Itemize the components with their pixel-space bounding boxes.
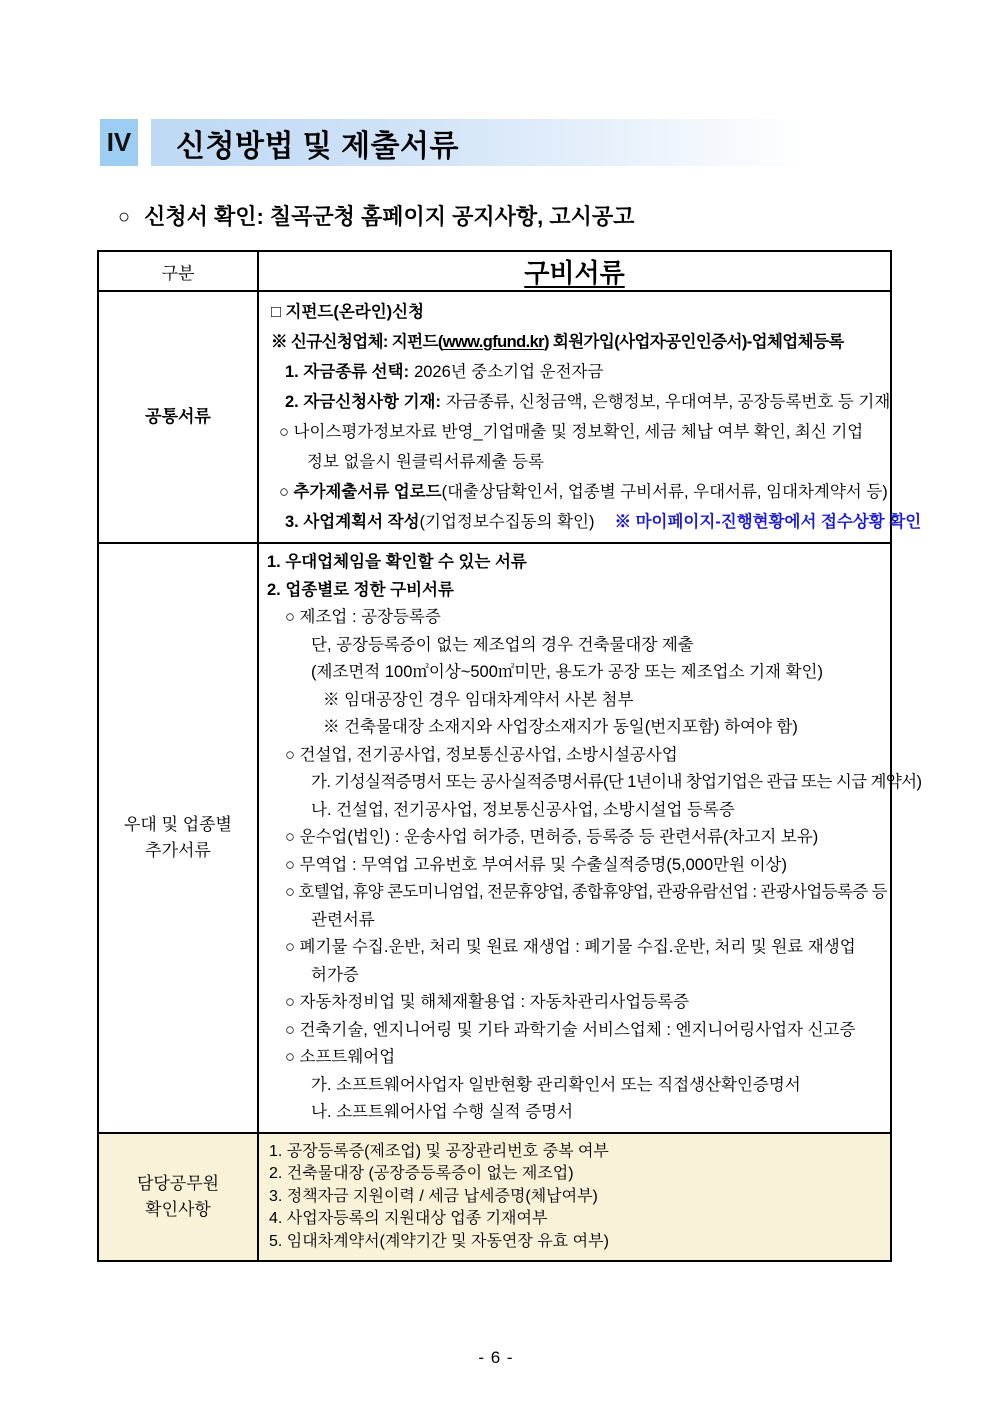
row-label-line: 담당공무원	[136, 1173, 220, 1193]
status-check-note: ※ 마이페이지-진행현황에서 접수상황 확인	[614, 513, 922, 531]
notice-line	[118, 200, 634, 231]
doc-line: 단, 공장등록증이 없는 제조업의 경우 건축물대장 제출	[311, 635, 694, 654]
doc-line-prefix: 3. 사업계획서 작성	[285, 513, 420, 531]
doc-line-continuation: 정보 없을시 원클릭서류제출 등록	[307, 453, 544, 471]
doc-line: ○ 건설업, 전기공사업, 정보통신공사업, 소방시설공사업	[285, 745, 678, 764]
section-header	[100, 119, 841, 166]
preferred-documents-cell	[258, 543, 922, 1133]
doc-line: (제조면적 100㎡이상~500㎡미만, 용도가 공장 또는 제조업소 기재 확인)	[311, 663, 823, 681]
doc-line	[259, 387, 891, 417]
doc-line: 가. 소프트웨어사업자 일반현황 관리확인서 또는 직접생산확인증명서	[311, 1075, 801, 1094]
doc-line: ○ 건축기술, 엔지니어링 및 기타 과학기술 서비스업체 : 엔지니어링사업자 신고증	[285, 1020, 856, 1039]
doc-line: ○ 운수업(법인) : 운송사업 허가증, 면허증, 등록증 등 관련서류(차고지 보유)	[285, 828, 819, 846]
official-check-cell	[258, 1133, 891, 1262]
doc-line: 2. 업종별로 정한 구비서류	[267, 580, 454, 599]
common-documents-row	[98, 291, 891, 543]
doc-line-text: (대출상담확인서, 업종별 구비서류, 우대서류, 임대차계약서 등)	[441, 483, 888, 501]
section-number-box: IV	[100, 119, 138, 166]
doc-line-text: 자금종류, 신청금액, 은행정보, 우대여부, 공장등록번호 등 기재	[445, 393, 891, 411]
doc-line: ○ 무역업 : 무역업 고유번호 부여서류 및 수출실적증명(5,000만원 이상)	[285, 855, 787, 874]
doc-line: 가. 기성실적증명서 또는 공사실적증명서류(단 1년이내 창업기업은 관급 또는 시급 계약서)	[311, 773, 922, 791]
doc-line-continuation: 허가증	[311, 965, 359, 984]
doc-line: ○ 자동차정비업 및 해체재활용업 : 자동차관리사업등록증	[285, 993, 690, 1011]
doc-line-text: (기업정보수집동의 확인)	[419, 513, 595, 531]
row-label-common: 공통서류	[98, 291, 258, 543]
section-title: 신청방법 및 제출서류	[151, 119, 841, 166]
row-label-line: 추가서류	[145, 840, 211, 860]
gfund-link[interactable]: www.gfund.kr	[442, 333, 544, 351]
doc-line: ※ 건축물대장 소재지와 사업장소재지가 동일(번지포함) 하여야 함)	[323, 718, 798, 736]
doc-line	[259, 357, 884, 387]
doc-line: ○ 폐기물 수집.운반, 처리 및 원료 재생업 : 폐기물 수집.운반, 처리 및 원료 재생업	[285, 938, 856, 956]
notice-text: 신청서 확인: 칠곡군청 홈페이지 공지사항, 고시공고	[144, 204, 635, 229]
doc-line-text: ※ 신규신청업체: 지펀드(	[271, 333, 443, 351]
doc-line-prefix: 2. 자금신청사항 기재:	[285, 393, 441, 411]
col-header-documents: 구비서류	[258, 251, 891, 291]
doc-line	[259, 507, 922, 537]
row-label-line: 확인사항	[145, 1199, 211, 1219]
checklist-item: 3. 정책자금 지원이력 / 세금 납세증명(체납여부)	[269, 1187, 598, 1205]
checklist-item: 5. 임대차계약서(계약기간 및 자동연장 유효 여부)	[269, 1232, 609, 1250]
doc-line-text: ) 회원가입(사업자공인인증서)-업체업체등록	[544, 333, 844, 351]
doc-line	[259, 327, 884, 357]
checklist-item: 1. 공장등록증(제조업) 및 공장관리번호 중복 여부	[269, 1142, 609, 1160]
doc-line: 1. 우대업체임을 확인할 수 있는 서류	[267, 553, 527, 571]
doc-line: ○ 나이스평가정보자료 반영_기업매출 및 정보확인, 세금 체납 여부 확인, 최신 기업	[279, 423, 864, 441]
documents-table	[97, 250, 922, 1262]
row-label-official	[98, 1133, 258, 1262]
doc-line	[259, 477, 888, 507]
row-label-preferred	[98, 543, 258, 1133]
doc-line-prefix: ○ 추가제출서류 업로드	[279, 483, 442, 501]
doc-line-continuation: 관련서류	[311, 910, 375, 929]
doc-line: ○ 호텔업, 휴양 콘도미니엄업, 전문휴양업, 종합휴양업, 관광유람선업 : 관광사업등록증 등	[285, 883, 888, 901]
doc-line: 나. 소프트웨어사업 수행 실적 증명서	[311, 1103, 574, 1121]
official-check-row	[98, 1133, 891, 1262]
page-number: - 6 -	[478, 1348, 514, 1367]
doc-line-prefix: 1. 자금종류 선택:	[285, 363, 410, 381]
checklist-item: 2. 건축물대장 (공장증등록증이 없는 제조업)	[269, 1165, 574, 1182]
table-header-row	[98, 251, 891, 291]
doc-line: □ 지펀드(온라인)신청	[271, 303, 425, 321]
circle-bullet-icon: ○	[118, 206, 131, 228]
col-header-category: 구분	[98, 251, 258, 291]
row-label-line: 우대 및 업종별	[124, 814, 232, 834]
doc-line: ○ 제조업 : 공장등록증	[285, 608, 441, 626]
doc-line: ○ 소프트웨어업	[285, 1048, 396, 1066]
common-documents-cell	[258, 291, 922, 543]
checklist-item: 4. 사업자등록의 지원대상 업종 기재여부	[269, 1210, 548, 1227]
doc-line: ※ 임대공장인 경우 임대차계약서 사본 첨부	[323, 690, 634, 709]
doc-line: 나. 건설업, 전기공사업, 정보통신공사업, 소방시설업 등록증	[311, 800, 735, 819]
doc-line-text: 2026년 중소기업 운전자금	[414, 363, 604, 381]
preferred-documents-row	[98, 543, 891, 1133]
